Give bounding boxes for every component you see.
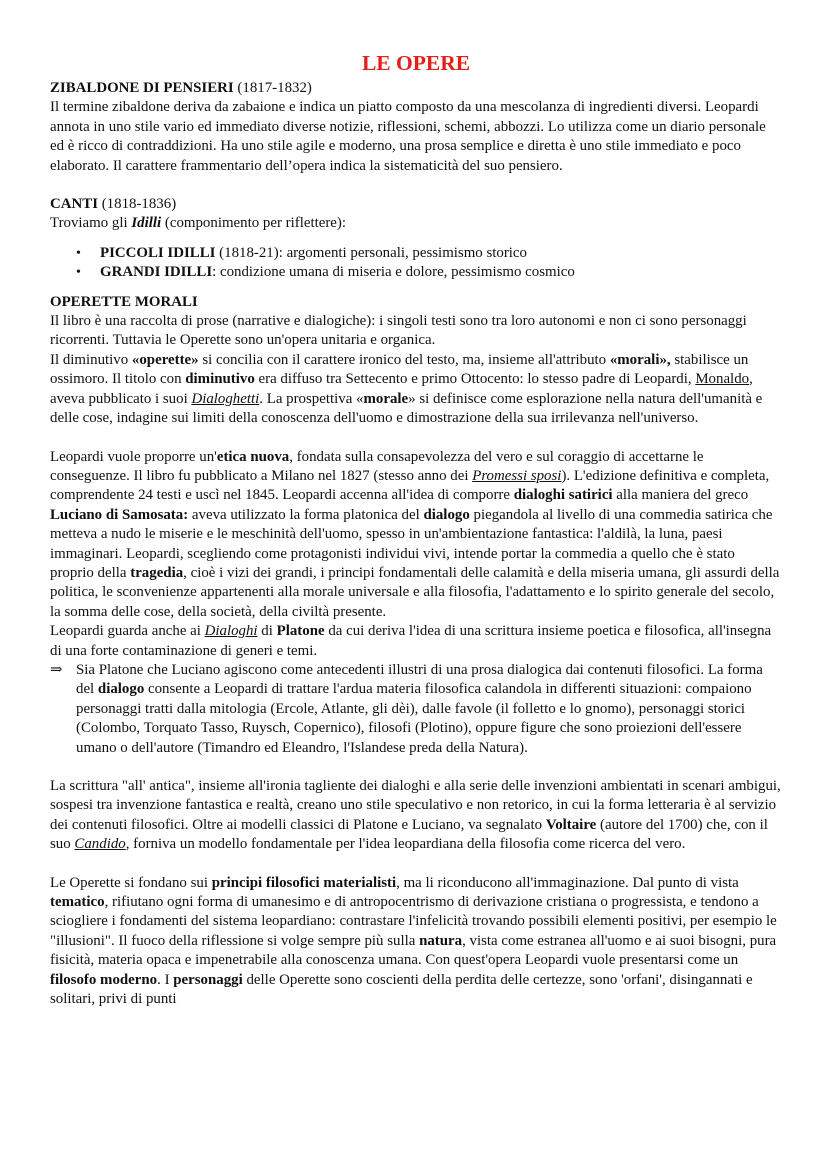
canti-years: (1818-1836) (98, 196, 177, 213)
arrow-note (50, 661, 782, 758)
canti-intro-idilli: Idilli (131, 215, 162, 232)
bullet-icon: • (76, 265, 81, 281)
page-title: LE OPERE (361, 51, 471, 75)
arrow-note-text: Sia Platone che Luciano agiscono come antecedenti illustri di una prosa dialogica dai contenuti filosofici. La forma del dialogo consente a Leopardi di trattare l'ardua materia filosofica calandola in differenti situazioni: compaiono personaggi tratti dalla mitologia (Ercole, Atlante, gli dèi), dalle favole (il folletto e lo gnomo), personaggi storici (Colombo, Torquato Tasso, Ruysch, Copernico), filosofi (Plotino), oppure figure che sono proiezioni dell'essere umano o dell'autore (Timandro ed Eleandro, l'Islandese preda della Natura). (76, 661, 763, 756)
zibaldone-heading-text: ZIBALDONE DI PENSIERI (50, 80, 234, 96)
list-item (50, 263, 782, 282)
bullet-bold: GRANDI IDILLI (100, 264, 213, 281)
canti-bullet-list (50, 244, 782, 283)
canti-intro (50, 214, 782, 233)
operette-paragraph-5: La scrittura "all' antica", insieme all'ironia tagliente dei dialoghi e alla serie delle invenzioni ambientati in scenari ambigui, sospesi tra invenzione fantastica e realtà, creano uno stile speculativo e non retorico, in cui la forma letteraria è al servizio dei contenuti filosofici. Oltre ai modelli classici di Platone e Luciano, va segnalato Voltaire (autore del 1700) che, con il suo Candido, forniva un modello fondamentale per l'idea leopardiana della filosofia come ricerca del vero. (50, 778, 781, 853)
zibaldone-heading (50, 79, 782, 98)
operette-paragraph-1: Il libro è una raccolta di prose (narrative e dialogiche): i singoli testi sono tra loro autonomi e non ci sono personaggi ricorrenti. Tuttavia le Operette sono un'opera unitaria e organica. (50, 313, 747, 349)
list-item (50, 244, 782, 263)
canti-intro-a: Troviamo gli (50, 215, 132, 232)
bullet-bold: PICCOLI IDILLI (100, 244, 216, 261)
bullet-text: (1818-21): argomenti personali, pessimismo storico (215, 244, 527, 261)
zibaldone-paragraph: Il termine zibaldone deriva da zabaione e indica un piatto composto da una mescolanza di ingredienti diversi. Leopardi annota in uno stile vario ed immediato diverse notizie, riflessioni, schemi, abbozzi. Lo utilizza come un diario personale ed è ricco di contraddizioni. Ha uno stile agile e moderno, una prosa semplice e diretta è uno stile immediato e poco elaborato. Il carattere frammentario dell’opera indica la sistematicità del suo pensiero. (50, 99, 766, 174)
operette-paragraph-6: Le Operette si fondano sui principi filosofici materialisti, ma li riconducono all'immaginazione. Dal punto di vista tematico, rifiutano ogni forma di umanesimo e di antropocentrismo di derivazione cristiana o progressista, e tendono a sciogliere i fondamenti del sistema leopardiano: contrastare l'infelicità trovando possibili elementi positivi, per esempio le "illusioni". Il fuoco della riflessione si volge sempre più sulla natura, vista come estranea all'uomo e ai suoi bisogni, pura fisicità, materia opaca e impenetrabile alla conoscenza umana. Con quest'opera Leopardi vuole presentarsi come un filosofo moderno. I personaggi delle Operette sono coscienti della perdita delle certezze, sono 'orfani', disingannati e solitari, privi di punti (50, 874, 777, 1008)
canti-intro-c: (componimento per riflettere): (161, 215, 346, 232)
operette-paragraph-3: Leopardi vuole proporre un'etica nuova, fondata sulla consapevolezza del vero e sul coraggio di accettarne le conseguenze. Il libro fu pubblicato a Milano nel 1827 (stesso anno dei Promessi sposi). L'edizione definitiva e completa, comprendente 24 testi e uscì nel 1845. Leopardi accenna all'idea di comporre dialoghi satirici alla maniera del greco Luciano di Samosata: aveva utilizzato la forma platonica del dialogo piegandola al livello di una commedia satirica che metteva a nudo le miserie e le meschinità dell'uomo, spesso in un'ambientazione fantastica: l'aldilà, la luna, paesi immaginari. Leopardi, scegliendo come protagonisti individui vivi, intende portar la commedia a quello che è stato proprio della tragedia, cioè i vizi dei grandi, i principi fondamentali delle calamità e della miseria umana, gli assurdi della politica, le sconvenienze appartenenti alla morale universale e alla filosofia, l'adattamento e lo spirito generale del secolo, la somma delle cose, della società, della civiltà presente. (50, 448, 780, 620)
operette-paragraph-4: Leopardi guarda anche ai Dialoghi di Platone da cui deriva l'idea di una scrittura insieme poetica e filosofica, all'insegna di una forte contaminazione di generi e temi. (50, 623, 772, 659)
bullet-text: : condizione umana di miseria e dolore, pessimismo cosmico (212, 264, 575, 281)
operette-paragraph-2: Il diminutivo «operette» si concilia con il carattere ironico del testo, ma, insieme all'attributo «morali», stabilisce un ossimoro. Il titolo con diminutivo era diffuso tra Settecento e primo Ottocento: lo stesso padre di Leopardi, Monaldo, aveva pubblicato i suoi Dialoghetti. La prospettiva «morale» si definisce come esplorazione nella natura dell'umanità e delle cose, indagine sui limiti della conoscenza dell'uomo e dimostrazione della sua irrilevanza nell'universo. (50, 351, 763, 427)
document-page (50, 50, 782, 1009)
operette-heading: OPERETTE MORALI (50, 293, 198, 310)
canti-heading-text: CANTI (50, 196, 98, 213)
bullet-icon: • (76, 245, 81, 261)
double-arrow-icon: ⇒ (50, 661, 63, 678)
canti-heading (50, 195, 782, 214)
zibaldone-years: (1817-1832) (233, 80, 312, 96)
